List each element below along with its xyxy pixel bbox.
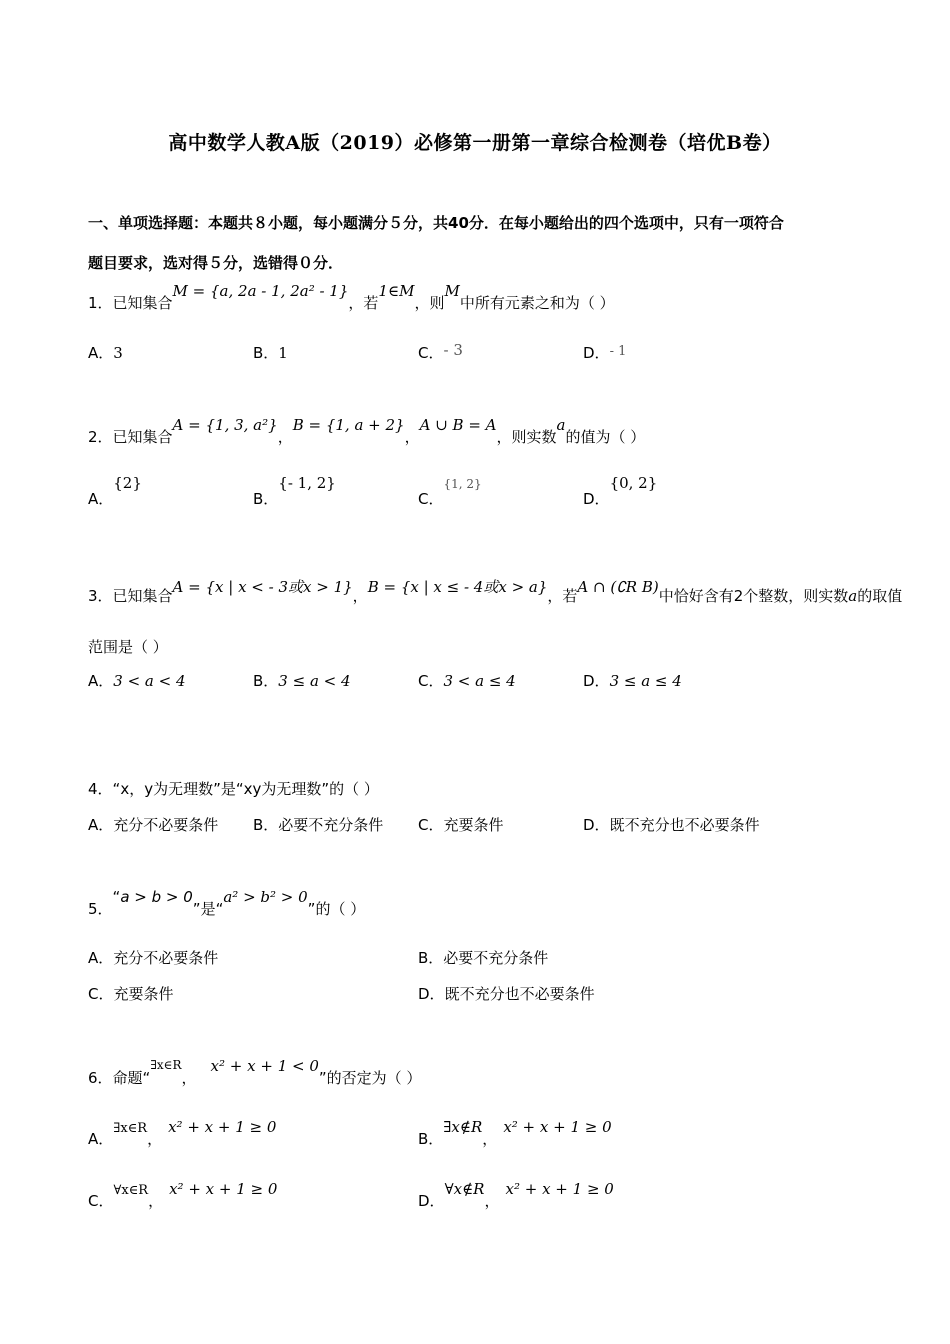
option-value: 3 < a ≤ 4 (443, 672, 516, 690)
q1-text: ，若 (348, 294, 379, 312)
option-value: 1 (278, 344, 288, 362)
q6-option-a[interactable]: A．∃x∈R，x² + x + 1 ≥ 0 (88, 1118, 277, 1148)
option-value: 充要条件 (443, 816, 504, 834)
q2-text: ，则实数 (496, 428, 557, 446)
option-label: D． (583, 672, 610, 690)
q1-condition: 1∈M (378, 282, 415, 300)
q3-text: ，若 (547, 587, 578, 605)
q1-option-d[interactable] (583, 342, 626, 363)
option-value: 3 ≤ a < 4 (278, 672, 351, 690)
q6-option-c[interactable]: C．∀x∈R，x² + x + 1 ≥ 0 (88, 1180, 278, 1210)
option-value: {- 1, 2} (278, 474, 336, 492)
option-expression: x² + x + 1 ≥ 0 (168, 1118, 277, 1136)
q1-option-c[interactable] (418, 342, 463, 363)
q5-tail: ”的（ ） (307, 900, 366, 918)
q6-quantifier: ∃x∈R (150, 1058, 182, 1072)
option-label: D． (583, 344, 610, 362)
q3-option-c[interactable] (418, 670, 516, 691)
option-value: 充分不必要条件 (113, 949, 219, 967)
q2-separator-2: ， (404, 428, 420, 446)
q3-text-2: 中恰好含有2个整数，则实数 (658, 587, 849, 605)
question-4: 4．“x，y为无理数”是“xy为无理数”的（ ） (88, 780, 379, 798)
option-label: A． (88, 1130, 114, 1148)
q1-text-2: ，则 (414, 294, 445, 312)
q4-option-c[interactable] (418, 814, 504, 835)
q1-tail: 中所有元素之和为（ ） (459, 294, 615, 312)
q2-separator: ， (277, 428, 293, 446)
q2-condition: A ∪ B = A (419, 416, 497, 434)
option-label: C． (418, 816, 444, 834)
q3-expr: A ∩ (∁R B) (577, 578, 659, 596)
option-label: A． (88, 490, 114, 508)
option-label: B． (253, 816, 279, 834)
q5-text: ”是“ (192, 900, 224, 918)
option-value: - 1 (609, 344, 627, 359)
option-value: - 3 (443, 341, 463, 359)
q1-set: M = {a, 2a - 1, 2a² - 1} (172, 282, 349, 300)
q1-option-b[interactable] (253, 342, 288, 363)
q5-option-c[interactable] (88, 983, 174, 1004)
q3-option-a[interactable] (88, 670, 186, 691)
q2-set-a: A = {1, 3, a²} (172, 416, 278, 434)
option-value: {0, 2} (609, 474, 658, 492)
q5-option-a[interactable] (88, 947, 218, 968)
option-value: 既不充分也不必要条件 (609, 816, 760, 834)
section-line-2: 题目要求，选对得５分，选错得０分． (88, 254, 344, 272)
q6-tail: ”的否定为（ ） (318, 1069, 422, 1087)
q1-var: M (444, 282, 460, 300)
option-value: 3 (113, 344, 123, 362)
option-label: C． (418, 490, 444, 508)
option-label: C． (418, 672, 444, 690)
option-expression: x² + x + 1 ≥ 0 (505, 1180, 614, 1198)
option-label: D． (583, 816, 610, 834)
option-value: 3 ≤ a ≤ 4 (609, 672, 682, 690)
q2-var: a (556, 416, 566, 434)
question-5 (88, 888, 366, 919)
option-value: 既不充分也不必要条件 (444, 985, 595, 1003)
q6-option-b[interactable]: B．∃x∉R，x² + x + 1 ≥ 0 (418, 1118, 612, 1148)
section-line-1: 一、单项选择题：本题共８小题，每小题满分５分，共40分．在每小题给出的四个选项中，只有一项符合 (88, 214, 784, 232)
q1-number: 1．已知集合 (88, 294, 173, 312)
q6-option-d[interactable]: D．∀x∉R，x² + x + 1 ≥ 0 (418, 1180, 614, 1210)
option-label: A． (88, 672, 114, 690)
q3-line-2: 范围是（ ） (88, 638, 168, 656)
question-3 (88, 578, 903, 606)
option-label: D． (583, 490, 610, 508)
q3-set-b: B = {x | x ≤ - 4或x > a} (367, 578, 548, 596)
option-label: A． (88, 344, 114, 362)
question-2 (88, 416, 646, 447)
option-value: {1, 2} (443, 477, 482, 491)
option-label: B． (253, 490, 279, 508)
option-expression: x² + x + 1 ≥ 0 (503, 1118, 612, 1136)
q4-option-b[interactable] (253, 814, 383, 835)
option-label: C． (418, 344, 444, 362)
option-value: {2} (113, 474, 142, 492)
option-label: B． (253, 672, 279, 690)
q6-number: 6．命题“ (88, 1069, 151, 1087)
q2-number: 2．已知集合 (88, 428, 173, 446)
q5-quote-open: “ (112, 888, 121, 906)
q5-condition-2: a² > b² > 0 (223, 888, 308, 906)
option-quantifier: ∃x∉R (443, 1118, 483, 1136)
option-value: 必要不充分条件 (443, 949, 549, 967)
q4-option-d[interactable] (583, 814, 760, 835)
option-label: C． (88, 1192, 114, 1210)
option-quantifier: ∀x∈R (113, 1183, 149, 1198)
q3-set-a: A = {x | x < - 3或x > 1} (172, 578, 353, 596)
option-expression: x² + x + 1 ≥ 0 (169, 1180, 278, 1198)
q3-var: a (848, 587, 858, 605)
q3-number: 3．已知集合 (88, 587, 173, 605)
q2-option-b[interactable] (253, 474, 336, 509)
q6-separator: ， (181, 1069, 197, 1087)
option-label: B． (418, 949, 444, 967)
option-value: 充分不必要条件 (113, 816, 219, 834)
option-value: 3 < a < 4 (113, 672, 186, 690)
question-1 (88, 282, 615, 313)
q2-option-d[interactable] (583, 474, 658, 509)
q3-option-b[interactable] (253, 670, 351, 691)
q2-set-b: B = {1, a + 2} (292, 416, 405, 434)
q5-option-d[interactable] (418, 983, 595, 1004)
section-instructions (88, 203, 878, 283)
option-quantifier: ∃x∈R (113, 1121, 148, 1136)
option-value: 充要条件 (113, 985, 174, 1003)
q5-condition-1: a > b > 0 (120, 888, 193, 906)
option-quantifier: ∀x∉R (444, 1180, 485, 1198)
q2-option-a[interactable] (88, 474, 142, 509)
q2-option-c[interactable] (418, 477, 482, 509)
q1-option-a[interactable] (88, 342, 123, 363)
q2-tail: 的值为（ ） (565, 428, 646, 446)
option-label: C． (88, 985, 114, 1003)
q6-expression: x² + x + 1 < 0 (210, 1057, 319, 1075)
q5-option-b[interactable] (418, 947, 548, 968)
option-label: D． (418, 985, 445, 1003)
q3-tail: 的取值 (857, 587, 903, 605)
option-label: D． (418, 1192, 445, 1210)
option-label: A． (88, 816, 114, 834)
page-title: 高中数学人教A版（2019）必修第一册第一章综合检测卷（培优B卷） (168, 132, 782, 154)
q4-option-a[interactable] (88, 814, 218, 835)
option-label: B． (253, 344, 279, 362)
q5-number: 5． (88, 900, 113, 918)
option-label: A． (88, 949, 114, 967)
option-label: B． (418, 1130, 444, 1148)
option-value: 必要不充分条件 (278, 816, 384, 834)
q3-separator: ， (352, 587, 368, 605)
q3-option-d[interactable] (583, 670, 682, 691)
